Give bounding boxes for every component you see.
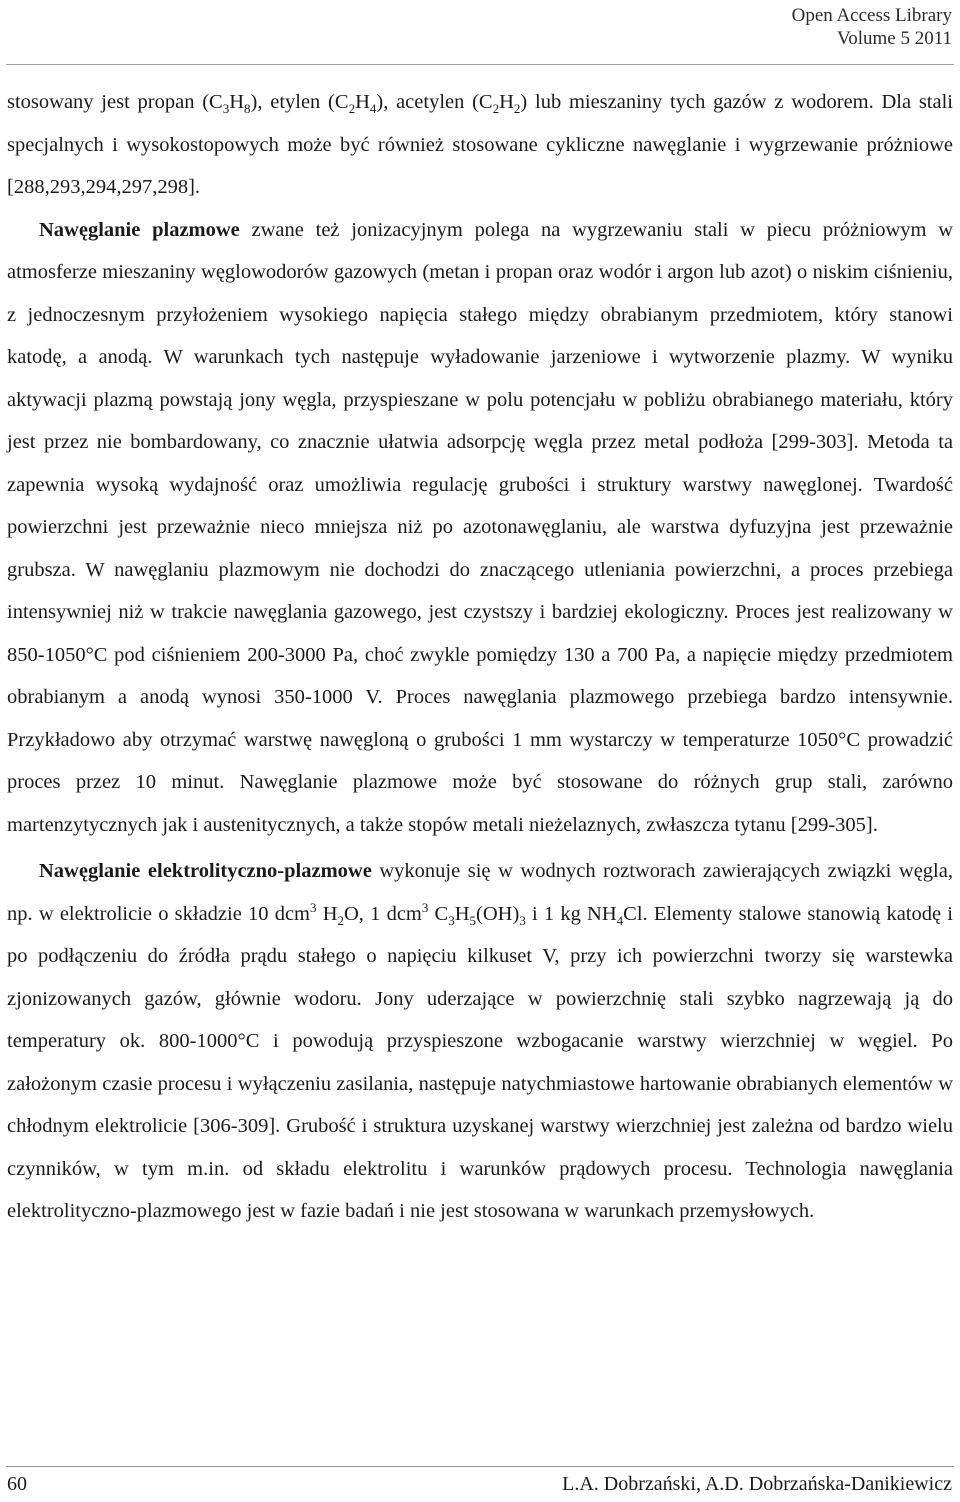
journal-name: Open Access Library — [791, 5, 952, 26]
footer-authors: L.A. Dobrzański, A.D. Dobrzańska-Danikiewicz — [562, 1473, 952, 1495]
paragraph-plasma-carburizing: Nawęglanie plazmowe zwane też jonizacyjnym polega na wygrzewaniu stali w piecu próżniowym w atmosferze mieszaniny węglowodorów gazowych (metan i propan oraz wodór i argon lub azot) o niskim ciśnieniu, z jednoczesnym przyłożeniem wysokiego napięcia stałego między obrabianym przedmiotem, który stanowi katodę, a anodą. W warunkach tych następuje wyładowanie jarzeniowe i wytworzenie plazmy. W wyniku aktywacji plazmą powstają jony węgla, przyspieszane w polu potencjału w pobliżu obrabianego materiału, który jest przez nie bombardowany, co znacznie ułatwia adsorpcję węgla przez metal podłoża [299-303]. Metoda ta zapewnia wysoką wydajność oraz umożliwia regulację grubości i struktury warstwy nawęglonej. Twardość powierzchni jest przeważnie nieco mniejsza niż po azotonawęglaniu, ale warstwa dyfuzyjna jest przeważnie grubsza. W nawęglaniu plazmowym nie dochodzi do znaczącego utleniania powierzchni, a proces przebiega intensywniej niż w trakcie nawęglania gazowego, jest czystszy i bardziej ekologiczny. Proces jest realizowany w 850-1050°C pod ciśnieniem 200-3000 Pa, choć zwykle pomiędzy 130 a 700 Pa, a napięcie między przedmiotem obrabianym a anodą wynosi 350-1000 V. Proces nawęglania plazmowego przebiega bardzo intensywnie. Przykładowo aby otrzymać warstwę nawęgloną o grubości 1 mm wystarczy w temperaturze 1050°C prowadzić proces przez 10 minut. Nawęglanie plazmowe może być stosowane do różnych grup stali, zarówno martenzytycznych jak i austenitycznych, a także stopów metali nieżelaznych, zwłaszcza tytanu [299-305]. — [7, 218, 954, 836]
journal-volume: Volume 5 2011 — [836, 28, 952, 49]
paragraph-electrolytic-plasma-carburizing: Nawęglanie elektrolityczno-plazmowe wykonuje się w wodnych roztworach zawierających związki węgla, np. w elektrolicie o składzie 10 dcm$^3$ $H_2O$, 1 dcm$^3$ $C_3H_5(OH)_3$ i 1 kg $NH_4Cl$. Elementy stalowe stanowią katodę i po podłączeniu do źródła prądu stałego o napięciu kilkuset V, przy ich powierzchni tworzy się warstewka zjonizowanych gazów, głównie wodoru. Jony uderzające w powierzchnię stali szybko nagrzewają ją do temperatury ok. 800-1000°C i powodują przyspieszone wzbogacanie warstwy wierzchniej w węgiel. Po założonym czasie procesu i wyłączeniu zasilania, następuje natychmiastowe hartowanie obrabianych elementów w chłodnym elektrolicie [306-309]. Grubość i struktura uzyskanej warstwy wierzchniej jest zależna od bardzo wielu czynników, w tym m.in. od składu elektrolitu i warunków prądowych procesu. Technologia nawęglania elektrolityczno-plazmowego jest w fazie badań i nie jest stosowana w warunkach przemysłowych. — [7, 860, 953, 1222]
term-plasma-carburizing: Nawęglanie plazmowe — [39, 218, 240, 241]
footer-divider — [6, 1466, 954, 1467]
page-number: 60 — [7, 1473, 27, 1495]
body-text — [7, 81, 953, 1233]
header-divider — [6, 64, 954, 65]
term-electrolytic-plasma-carburizing: Nawęglanie elektrolityczno-plazmowe — [39, 860, 372, 882]
running-header — [792, 4, 952, 50]
paragraph-1: stosowany jest propan $(C_3H_8)$, etylen $(C_2H_4)$, acetylen $(C_2H_2)$ lub mieszaniny tych gazów z wodorem. Dla stali specjalnych i wysokostopowych może być również stosowane cykliczne nawęglanie i wygrzewanie próżniowe [288,293,294,297,298]. — [7, 91, 953, 198]
